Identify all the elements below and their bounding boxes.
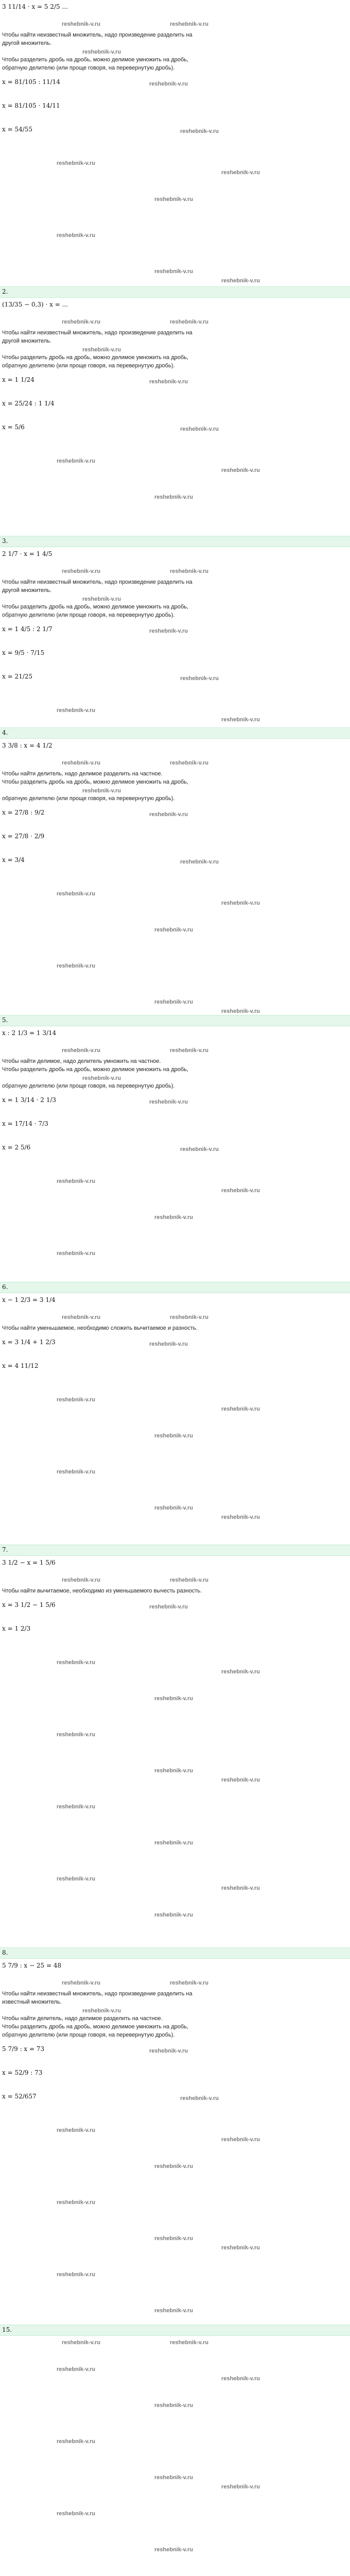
watermark: reshebnik-v.ru xyxy=(170,1047,208,1054)
section-header-band xyxy=(0,1947,350,1959)
watermark: reshebnik-v.ru xyxy=(57,1178,95,1184)
rule-text: Чтобы разделить дробь на дробь, можно делимое умножить на дробь, xyxy=(2,1066,188,1073)
rule-text: Чтобы разделить дробь на дробь, можно делимое умножить на дробь, xyxy=(2,604,188,610)
watermark: reshebnik-v.ru xyxy=(82,596,121,602)
watermark: reshebnik-v.ru xyxy=(170,1577,208,1583)
watermark: reshebnik-v.ru xyxy=(62,1980,100,1986)
watermark: reshebnik-v.ru xyxy=(170,2340,208,2346)
watermark: reshebnik-v.ru xyxy=(154,1840,193,1846)
watermark: reshebnik-v.ru xyxy=(221,2484,260,2490)
rule-text: Чтобы найти неизвестный множитель, надо произведение разделить на xyxy=(2,330,192,336)
watermark: reshebnik-v.ru xyxy=(149,81,188,87)
watermark: reshebnik-v.ru xyxy=(57,2272,95,2278)
watermark: reshebnik-v.ru xyxy=(154,1505,193,1511)
watermark: reshebnik-v.ru xyxy=(221,1777,260,1783)
watermark: reshebnik-v.ru xyxy=(221,2137,260,2143)
watermark: reshebnik-v.ru xyxy=(82,49,121,55)
watermark: reshebnik-v.ru xyxy=(170,319,208,325)
watermark: reshebnik-v.ru xyxy=(57,707,95,714)
equation-line: 3 1/2 − x = 1 5/6 xyxy=(2,1559,56,1566)
rule-text: другой множитель. xyxy=(2,40,52,46)
equation-line: x : 2 1/3 = 1 3/14 xyxy=(2,1029,57,1037)
watermark: reshebnik-v.ru xyxy=(57,160,95,166)
watermark: reshebnik-v.ru xyxy=(154,999,193,1005)
equation-line: x = 81/105 · 14/11 xyxy=(2,102,60,109)
rule-text: Чтобы разделить дробь на дробь, можно делимое умножить на дробь, xyxy=(2,57,188,63)
watermark: reshebnik-v.ru xyxy=(180,2095,219,2102)
watermark: reshebnik-v.ru xyxy=(149,1341,188,1347)
watermark: reshebnik-v.ru xyxy=(154,2402,193,2409)
equation-line: x − 1 2/3 = 3 1/4 xyxy=(2,1296,56,1303)
rule-text: Чтобы найти неизвестный множитель, надо произведение разделить на xyxy=(2,579,192,585)
equation-line: x = 3/4 xyxy=(2,856,25,863)
watermark: reshebnik-v.ru xyxy=(170,1980,208,1986)
watermark: reshebnik-v.ru xyxy=(57,1732,95,1738)
equation-line: x = 1 2/3 xyxy=(2,1625,31,1632)
watermark: reshebnik-v.ru xyxy=(170,1314,208,1320)
section-header-band xyxy=(0,536,350,547)
rule-text: обратную делителю (или проще говоря, на перевернутую дробь). xyxy=(2,1083,175,1089)
rule-text: Чтобы найти неизвестный множитель, надо произведение разделить на xyxy=(2,1991,192,1997)
section-header-band xyxy=(0,727,350,739)
section-header-band xyxy=(0,286,350,298)
equation-line: x = 1 1/24 xyxy=(2,376,34,383)
equation-line: x = 3 1/2 − 1 5/6 xyxy=(2,1601,56,1608)
rule-text: обратную делителю (или проще говоря, на перевернутую дробь). xyxy=(2,363,175,369)
watermark: reshebnik-v.ru xyxy=(154,1696,193,1702)
watermark: reshebnik-v.ru xyxy=(82,788,121,794)
equation-line: 3 11/14 · x = 5 2/5 ... xyxy=(2,3,68,10)
watermark: reshebnik-v.ru xyxy=(221,2245,260,2251)
section-header-band xyxy=(0,1015,350,1026)
watermark: reshebnik-v.ru xyxy=(57,2199,95,2206)
equation-line: x = 2 5/6 xyxy=(2,1144,31,1151)
watermark: reshebnik-v.ru xyxy=(221,1188,260,1194)
watermark: reshebnik-v.ru xyxy=(57,1804,95,1810)
watermark: reshebnik-v.ru xyxy=(221,900,260,906)
watermark: reshebnik-v.ru xyxy=(149,628,188,634)
equation-line: x = 5/6 xyxy=(2,423,25,431)
equation-line: x = 52/9 : 73 xyxy=(2,2069,43,2076)
equation-line: (13/35 − 0,3) · x = ... xyxy=(2,301,68,308)
equation-line: x = 52/657 xyxy=(2,2093,37,2100)
section-number: 5. xyxy=(2,1016,8,1024)
section-number: 8. xyxy=(2,1949,8,1956)
watermark: reshebnik-v.ru xyxy=(57,232,95,239)
watermark: reshebnik-v.ru xyxy=(170,760,208,766)
watermark: reshebnik-v.ru xyxy=(180,675,219,682)
watermark: reshebnik-v.ru xyxy=(180,859,219,865)
watermark: reshebnik-v.ru xyxy=(170,568,208,574)
watermark: reshebnik-v.ru xyxy=(154,927,193,933)
watermark: reshebnik-v.ru xyxy=(82,347,121,353)
watermark: reshebnik-v.ru xyxy=(221,467,260,473)
equation-line: x = 54/55 xyxy=(2,126,33,133)
watermark: reshebnik-v.ru xyxy=(221,170,260,176)
section-number: 6. xyxy=(2,1283,8,1291)
rule-text: Чтобы найти неизвестный множитель, надо произведение разделить на xyxy=(2,32,192,38)
watermark: reshebnik-v.ru xyxy=(221,1008,260,1014)
rule-text: Чтобы найти делимое, надо делитель умножить на частное. xyxy=(2,1058,161,1064)
watermark: reshebnik-v.ru xyxy=(62,21,100,27)
watermark: reshebnik-v.ru xyxy=(149,2048,188,2054)
equation-line: x = 1 3/14 · 2 1/3 xyxy=(2,1096,57,1104)
watermark: reshebnik-v.ru xyxy=(221,278,260,284)
rule-text: Чтобы разделить дробь на дробь, можно делимое умножить на дробь, xyxy=(2,779,188,785)
equation-line: 5 7/9 : x − 25 = 48 xyxy=(2,1962,62,1969)
equation-line: x = 9/5 · 7/15 xyxy=(2,649,45,656)
equation-line: x = 27/8 : 9/2 xyxy=(2,809,45,816)
equation-line: x = 1 4/5 : 2 1/7 xyxy=(2,625,52,633)
equation-line: x = 17/14 · 7/3 xyxy=(2,1120,48,1127)
rule-text: обратную делителю (или проще говоря, на перевернутую дробь). xyxy=(2,612,175,618)
section-number: 4. xyxy=(2,729,8,736)
watermark: reshebnik-v.ru xyxy=(154,1768,193,1774)
watermark: reshebnik-v.ru xyxy=(57,1469,95,1475)
rule-text: обратную делителю (или проще говоря, на перевернутую дробь). xyxy=(2,65,175,71)
watermark: reshebnik-v.ru xyxy=(57,1659,95,1666)
watermark: reshebnik-v.ru xyxy=(221,1406,260,1412)
watermark: reshebnik-v.ru xyxy=(149,811,188,818)
watermark: reshebnik-v.ru xyxy=(62,319,100,325)
watermark: reshebnik-v.ru xyxy=(62,2340,100,2346)
rule-text: Чтобы найти делитель, надо делимое разделить на частное. xyxy=(2,2015,163,2022)
rule-text: известный множитель. xyxy=(2,1999,62,2005)
rule-text: Чтобы найти уменьшаемое, необходимо сложить вычитаемое и разность. xyxy=(2,1325,198,1331)
watermark: reshebnik-v.ru xyxy=(62,1314,100,1320)
rule-text: обратную делителю (или проще говоря, на перевернутую дробь). xyxy=(2,2032,175,2038)
watermark: reshebnik-v.ru xyxy=(154,196,193,202)
watermark: reshebnik-v.ru xyxy=(221,1885,260,1891)
watermark: reshebnik-v.ru xyxy=(62,760,100,766)
watermark: reshebnik-v.ru xyxy=(57,2366,95,2372)
watermark: reshebnik-v.ru xyxy=(57,891,95,897)
watermark: reshebnik-v.ru xyxy=(180,128,219,134)
equation-line: 5 7/9 : x = 73 xyxy=(2,2045,45,2053)
watermark: reshebnik-v.ru xyxy=(180,426,219,432)
section-number: 3. xyxy=(2,537,8,545)
rule-text: другой множитель. xyxy=(2,587,52,594)
equation-line: x = 4 11/12 xyxy=(2,1362,39,1369)
rule-text: Чтобы найти вычитаемое, необходимо из уменьшаемого вычесть разность. xyxy=(2,1588,202,1594)
watermark: reshebnik-v.ru xyxy=(221,1669,260,1675)
section-header-band xyxy=(0,1282,350,1293)
equation-line: 2 1/7 · x = 1 4/5 xyxy=(2,550,52,557)
watermark: reshebnik-v.ru xyxy=(62,1047,100,1054)
rule-text: обратную делителю (или проще говоря, на перевернутую дробь). xyxy=(2,795,175,802)
watermark: reshebnik-v.ru xyxy=(170,21,208,27)
equation-line: x = 25/24 : 1 1/4 xyxy=(2,400,55,407)
section-header-band xyxy=(0,1545,350,1556)
section-number: 7. xyxy=(2,1546,8,1553)
watermark: reshebnik-v.ru xyxy=(221,1514,260,1520)
watermark: reshebnik-v.ru xyxy=(221,2376,260,2382)
watermark: reshebnik-v.ru xyxy=(57,1250,95,1257)
watermark: reshebnik-v.ru xyxy=(221,717,260,723)
watermark: reshebnik-v.ru xyxy=(149,1099,188,1105)
watermark: reshebnik-v.ru xyxy=(154,1214,193,1221)
watermark: reshebnik-v.ru xyxy=(154,2475,193,2481)
watermark: reshebnik-v.ru xyxy=(180,1146,219,1153)
watermark: reshebnik-v.ru xyxy=(154,494,193,500)
section-header-band xyxy=(0,2325,350,2336)
equation-line: 3 3/8 : x = 4 1/2 xyxy=(2,742,52,749)
watermark: reshebnik-v.ru xyxy=(149,1604,188,1610)
section-number: 2. xyxy=(2,288,8,295)
watermark: reshebnik-v.ru xyxy=(154,1912,193,1918)
watermark: reshebnik-v.ru xyxy=(57,2127,95,2133)
watermark: reshebnik-v.ru xyxy=(62,1577,100,1583)
watermark: reshebnik-v.ru xyxy=(154,2308,193,2314)
watermark: reshebnik-v.ru xyxy=(57,2438,95,2445)
watermark: reshebnik-v.ru xyxy=(57,1397,95,1403)
watermark: reshebnik-v.ru xyxy=(154,2547,193,2553)
watermark: reshebnik-v.ru xyxy=(57,2511,95,2517)
watermark: reshebnik-v.ru xyxy=(62,568,100,574)
watermark: reshebnik-v.ru xyxy=(154,2163,193,2170)
equation-line: x = 21/25 xyxy=(2,673,33,680)
section-number: 15. xyxy=(2,2326,12,2333)
watermark: reshebnik-v.ru xyxy=(57,963,95,969)
watermark: reshebnik-v.ru xyxy=(154,1433,193,1439)
rule-text: другой множитель. xyxy=(2,338,52,344)
equation-line: x = 3 1/4 + 1 2/3 xyxy=(2,1338,56,1346)
watermark: reshebnik-v.ru xyxy=(57,1876,95,1882)
rule-text: Чтобы разделить дробь на дробь, можно делимое умножить на дробь, xyxy=(2,2024,188,2030)
rule-text: Чтобы разделить дробь на дробь, можно делимое умножить на дробь, xyxy=(2,354,188,361)
equation-line: x = 27/8 · 2/9 xyxy=(2,833,45,840)
watermark: reshebnik-v.ru xyxy=(149,379,188,385)
watermark: reshebnik-v.ru xyxy=(154,268,193,275)
watermark: reshebnik-v.ru xyxy=(57,458,95,464)
equation-line: x = 81/105 : 11/14 xyxy=(2,78,60,86)
rule-text: Чтобы найти делитель, надо делимое разделить на частное. xyxy=(2,771,163,777)
watermark: reshebnik-v.ru xyxy=(82,1075,121,1081)
watermark: reshebnik-v.ru xyxy=(154,2235,193,2242)
watermark: reshebnik-v.ru xyxy=(82,2008,121,2014)
